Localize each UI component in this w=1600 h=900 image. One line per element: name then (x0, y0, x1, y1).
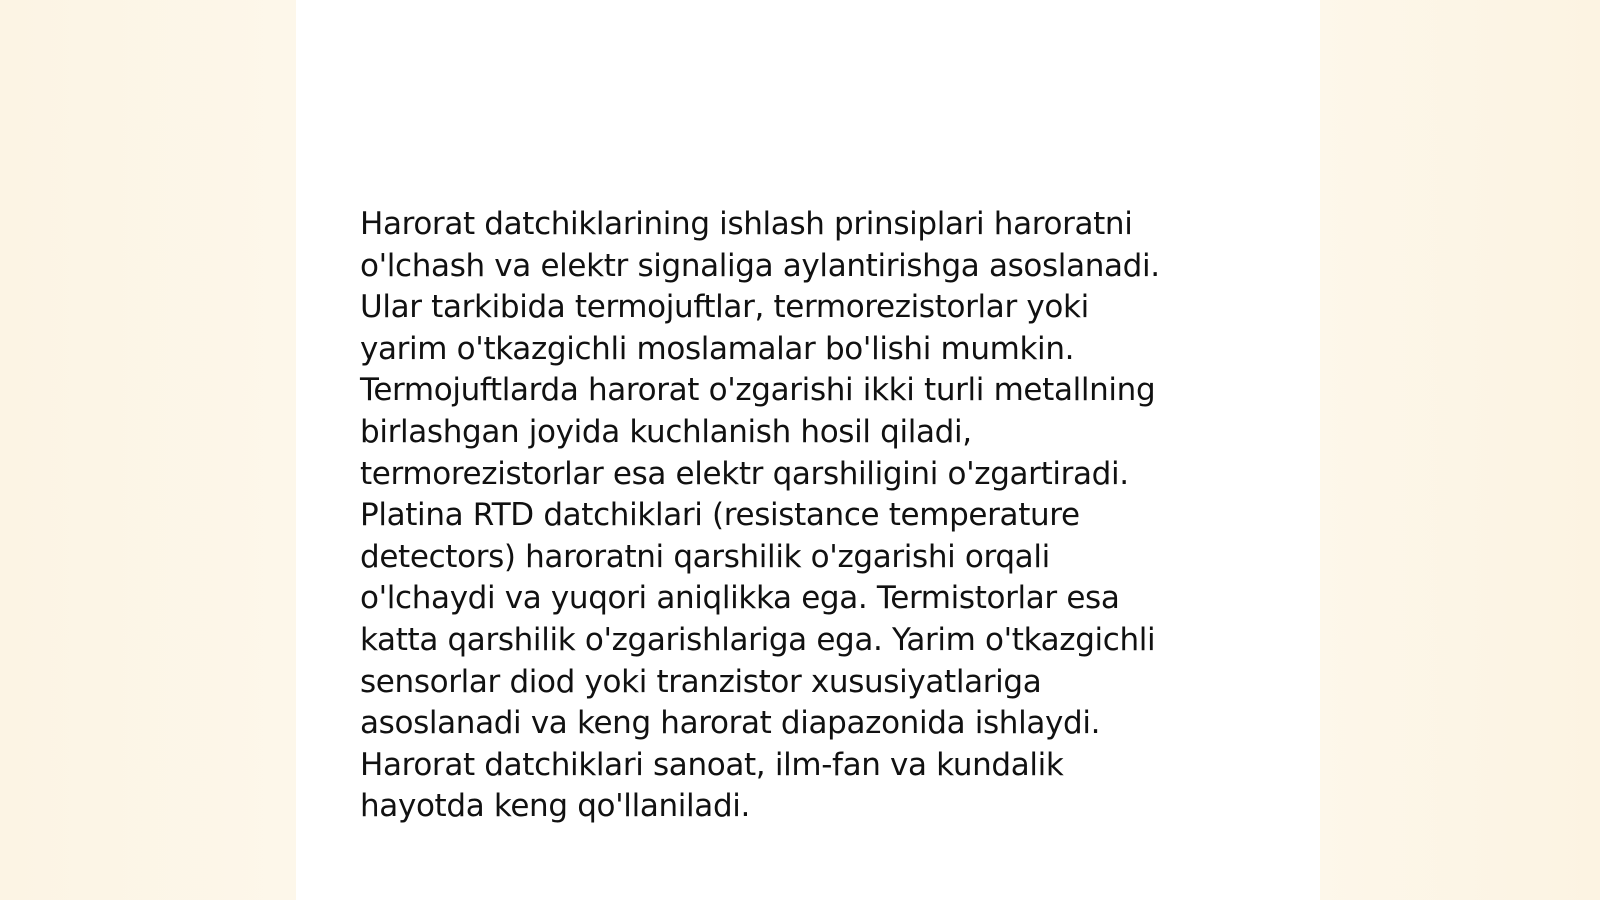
paragraph-line: sensorlar diod yoki tranzistor xususiyatlariga (360, 663, 1042, 700)
paragraph-line: birlashgan joyida kuchlanish hosil qiladi, (360, 413, 972, 450)
paragraph-line: katta qarshilik o'zgarishlariga ega. Yarim o'tkazgichli (360, 621, 1156, 658)
paragraph-line: asoslanadi va keng harorat diapazonida ishlaydi. (360, 705, 1101, 742)
paragraph-line: Termojuftlarda harorat o'zgarishi ikki turli metallning (360, 372, 1156, 409)
paragraph-line: Ular tarkibida termojuftlar, termorezistorlar yoki (360, 289, 1089, 326)
paragraph-line: termorezistorlar esa elektr qarshiligini o'zgartiradi. (360, 455, 1129, 492)
body-paragraph (360, 204, 1240, 828)
paragraph-line: Harorat datchiklarining ishlash prinsiplari haroratni (360, 206, 1133, 242)
paragraph-line: detectors) haroratni qarshilik o'zgarishi orqali (360, 538, 1050, 575)
paragraph-line: hayotda keng qo'llaniladi. (360, 788, 751, 825)
paragraph-line: o'lchaydi va yuqori aniqlikka ega. Termistorlar esa (360, 580, 1120, 617)
paragraph-line: o'lchash va elektr signaliga aylantirishga asoslanadi. (360, 247, 1160, 284)
paragraph-line: Platina RTD datchiklari (resistance temperature (360, 497, 1080, 534)
document-page (296, 0, 1320, 900)
paragraph-line: yarim o'tkazgichli moslamalar bo'lishi mumkin. (360, 330, 1075, 367)
paragraph-line: Harorat datchiklari sanoat, ilm-fan va kundalik (360, 746, 1064, 783)
